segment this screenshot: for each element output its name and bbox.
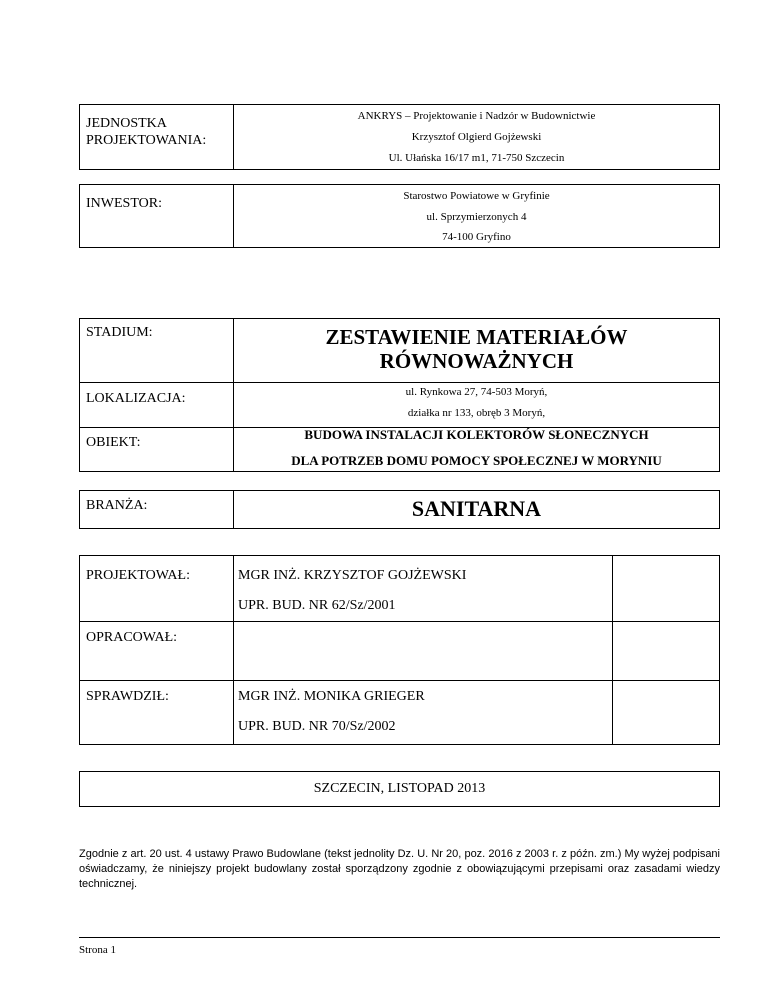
jednostka-line2: Krzysztof Olgierd Gojżewski (411, 131, 542, 143)
inwestor-label: INWESTOR: (86, 196, 162, 211)
lokalizacja-line1: ul. Rynkowa 27, 74-503 Moryń, (405, 386, 548, 398)
sprawdzil-label: SPRAWDZIŁ: (86, 689, 169, 704)
page-number: Strona 1 (79, 944, 116, 956)
row-divider (80, 621, 719, 622)
inwestor-line1: Starostwo Powiatowe w Gryfinie (403, 190, 550, 202)
sprawdzil-upr: UPR. BUD. NR 70/Sz/2002 (238, 719, 396, 734)
projektowal-label: PROJEKTOWAŁ: (86, 568, 190, 583)
signature-column-divider (612, 556, 613, 744)
row-divider (80, 382, 719, 383)
jednostka-line1: ANKRYS – Projektowanie i Nadzór w Budownictwie (357, 110, 596, 122)
footer-rule (79, 937, 720, 938)
branza-label: BRANŻA: (86, 498, 148, 513)
obiekt-line2: DLA POTRZEB DOMU POMOCY SPOŁECZNEJ W MORYNIU (291, 453, 662, 468)
jednostka-block (79, 104, 720, 170)
jednostka-line3: Ul. Ułańska 16/17 m1, 71-750 Szczecin (388, 152, 565, 164)
lokalizacja-line2: działka nr 133, obręb 3 Moryń, (407, 407, 546, 419)
document-title (234, 325, 719, 373)
branza-value: SANITARNA (411, 496, 542, 521)
place-date: SZCZECIN, LISTOPAD 2013 (313, 781, 486, 796)
jednostka-label (86, 115, 206, 149)
sprawdzil-name: MGR INŻ. MONIKA GRIEGER (238, 689, 425, 704)
statement: Zgodnie z art. 20 ust. 4 ustawy Prawo Budowlane (tekst jednolity Dz. U. Nr 20, poz. 2016 z 2003 r. z późn. zm.) My wyżej podpisani oświadczamy, że niniejszy projekt budowlany został sporządzony zgodnie z obowiązującymi przepisami oraz zasadami wiedzy technicznej. (79, 848, 720, 890)
inwestor-line3: 74-100 Gryfino (442, 231, 511, 243)
document-title-line2: RÓWNOWAŻNYCH (379, 349, 574, 373)
inwestor-line2: ul. Sprzymierzonych 4 (426, 211, 527, 223)
branza-block (79, 490, 720, 529)
signatures-block (79, 555, 720, 745)
opracowal-label: OPRACOWAŁ: (86, 630, 178, 645)
document-title-line1: ZESTAWIENIE MATERIAŁÓW (325, 325, 628, 349)
place-date-block (79, 771, 720, 807)
jednostka-label-line2: PROJEKTOWANIA: (86, 133, 207, 148)
inwestor-block (79, 184, 720, 248)
projektowal-upr: UPR. BUD. NR 62/Sz/2001 (238, 598, 396, 613)
stadium-label: STADIUM: (86, 325, 153, 340)
projektowal-name: MGR INŻ. KRZYSZTOF GOJŻEWSKI (238, 568, 467, 583)
jednostka-label-line1: JEDNOSTKA (86, 116, 167, 131)
obiekt-label: OBIEKT: (86, 435, 141, 450)
divider (233, 556, 234, 744)
stadium-block (79, 318, 720, 472)
obiekt-line1: BUDOWA INSTALACJI KOLEKTORÓW SŁONECZNYCH (304, 427, 649, 442)
lokalizacja-label: LOKALIZACJA: (86, 391, 186, 406)
row-divider (80, 680, 719, 681)
